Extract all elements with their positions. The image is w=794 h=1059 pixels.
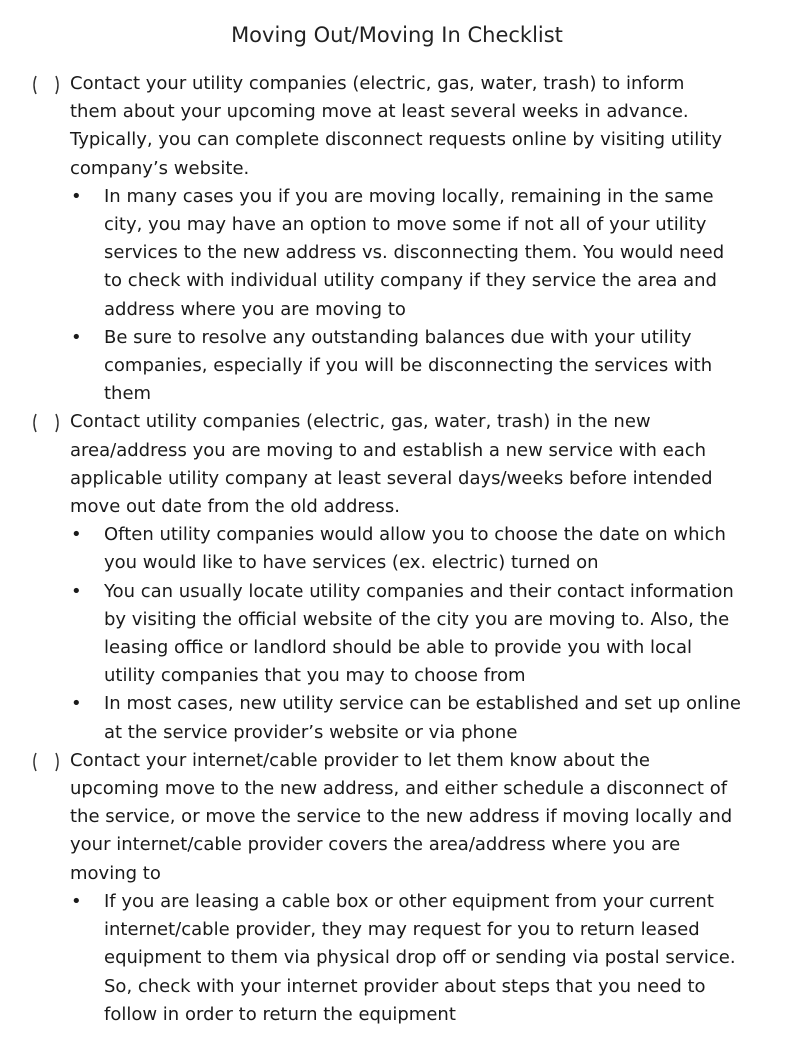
text-line: services to the new address vs. disconnecting them. You would need [104,242,725,264]
text-line: city, you may have an option to move some if not all of your utility [104,214,707,236]
text-line: to check with individual utility company if they service the area and [104,270,717,292]
text-line: company’s website. [70,157,250,179]
text-line: Contact utility companies (electric, gas, water, trash) in the new [70,411,651,433]
sub-bullet-item [0,578,794,691]
sub-bullet-item [0,690,794,746]
sub-bullet-list [0,888,794,1029]
bullet-icon: • [71,580,82,602]
sub-bullet-item [0,324,794,409]
bullet-icon: • [71,185,82,207]
sub-bullet-text [104,324,784,409]
text-line: Often utility companies would allow you to choose the date on which [104,524,726,546]
sub-bullet-list [0,521,794,747]
text-line: leasing office or landlord should be able to provide you with local [104,637,692,659]
page-title: Moving Out/Moving In Checklist [231,23,563,47]
text-line: companies, especially if you will be disconnecting the services with [104,355,713,377]
text-line: You can usually locate utility companies and their contact information [104,580,734,602]
text-line: the service, or move the service to the new address if moving locally and [70,806,733,828]
bullet-icon: • [71,524,82,546]
checklist [0,70,794,1029]
text-line: In many cases you if you are moving locally, remaining in the same [104,185,714,207]
sub-bullet-text [104,690,784,746]
bullet-icon: • [71,693,82,715]
text-line: moving to [70,862,161,884]
sub-bullet-text [104,183,784,324]
checklist-item-utilities-establish [0,408,794,746]
text-line: Contact your internet/cable provider to let them know about the [70,749,650,771]
text-line: Be sure to resolve any outstanding balances due with your utility [104,326,692,348]
text-line: applicable utility company at least several days/weeks before intended [70,467,713,489]
text-line: you would like to have services (ex. electric) turned on [104,552,599,574]
text-line: them [104,383,152,405]
sub-bullet-list [0,183,794,409]
sub-bullet-item [0,888,794,1029]
checkbox-icon[interactable] [29,412,63,434]
checklist-item-text [70,70,770,183]
text-line: them about your upcoming move at least several weeks in advance. [70,101,689,123]
text-line: area/address you are moving to and establish a new service with each [70,439,707,461]
text-line: internet/cable provider, they may request for you to return leased [104,919,700,941]
text-line: equipment to them via physical drop off or sending via postal service. [104,947,736,969]
sub-bullet-item [0,521,794,577]
text-line: address where you are moving to [104,298,406,320]
sub-bullet-text [104,888,784,1029]
text-line: If you are leasing a cable box or other equipment from your current [104,890,714,912]
text-line: your internet/cable provider covers the area/address where you are [70,834,681,856]
checklist-item-internet-cable [0,747,794,1029]
checkbox-icon[interactable] [29,74,63,96]
sub-bullet-item [0,183,794,324]
bullet-icon: • [71,326,82,348]
text-line: by visiting the official website of the city you are moving to. Also, the [104,608,730,630]
bullet-icon: • [71,890,82,912]
checkbox-icon[interactable] [29,751,63,773]
checklist-item-text [70,408,770,521]
text-line: move out date from the old address. [70,496,400,518]
text-line: upcoming move to the new address, and either schedule a disconnect of [70,778,728,800]
text-line: In most cases, new utility service can be established and set up online [104,693,741,715]
sub-bullet-text [104,578,784,691]
checklist-item-utilities-disconnect [0,70,794,408]
text-line: utility companies that you may to choose from [104,665,526,687]
checklist-item-text [70,747,770,888]
text-line: Contact your utility companies (electric, gas, water, trash) to inform [70,73,685,94]
text-line: at the service provider’s website or via phone [104,721,518,743]
sub-bullet-text [104,521,784,577]
text-line: So, check with your internet provider about steps that you need to [104,975,706,997]
text-line: follow in order to return the equipment [104,1003,456,1025]
text-line: Typically, you can complete disconnect requests online by visiting utility [70,129,722,151]
